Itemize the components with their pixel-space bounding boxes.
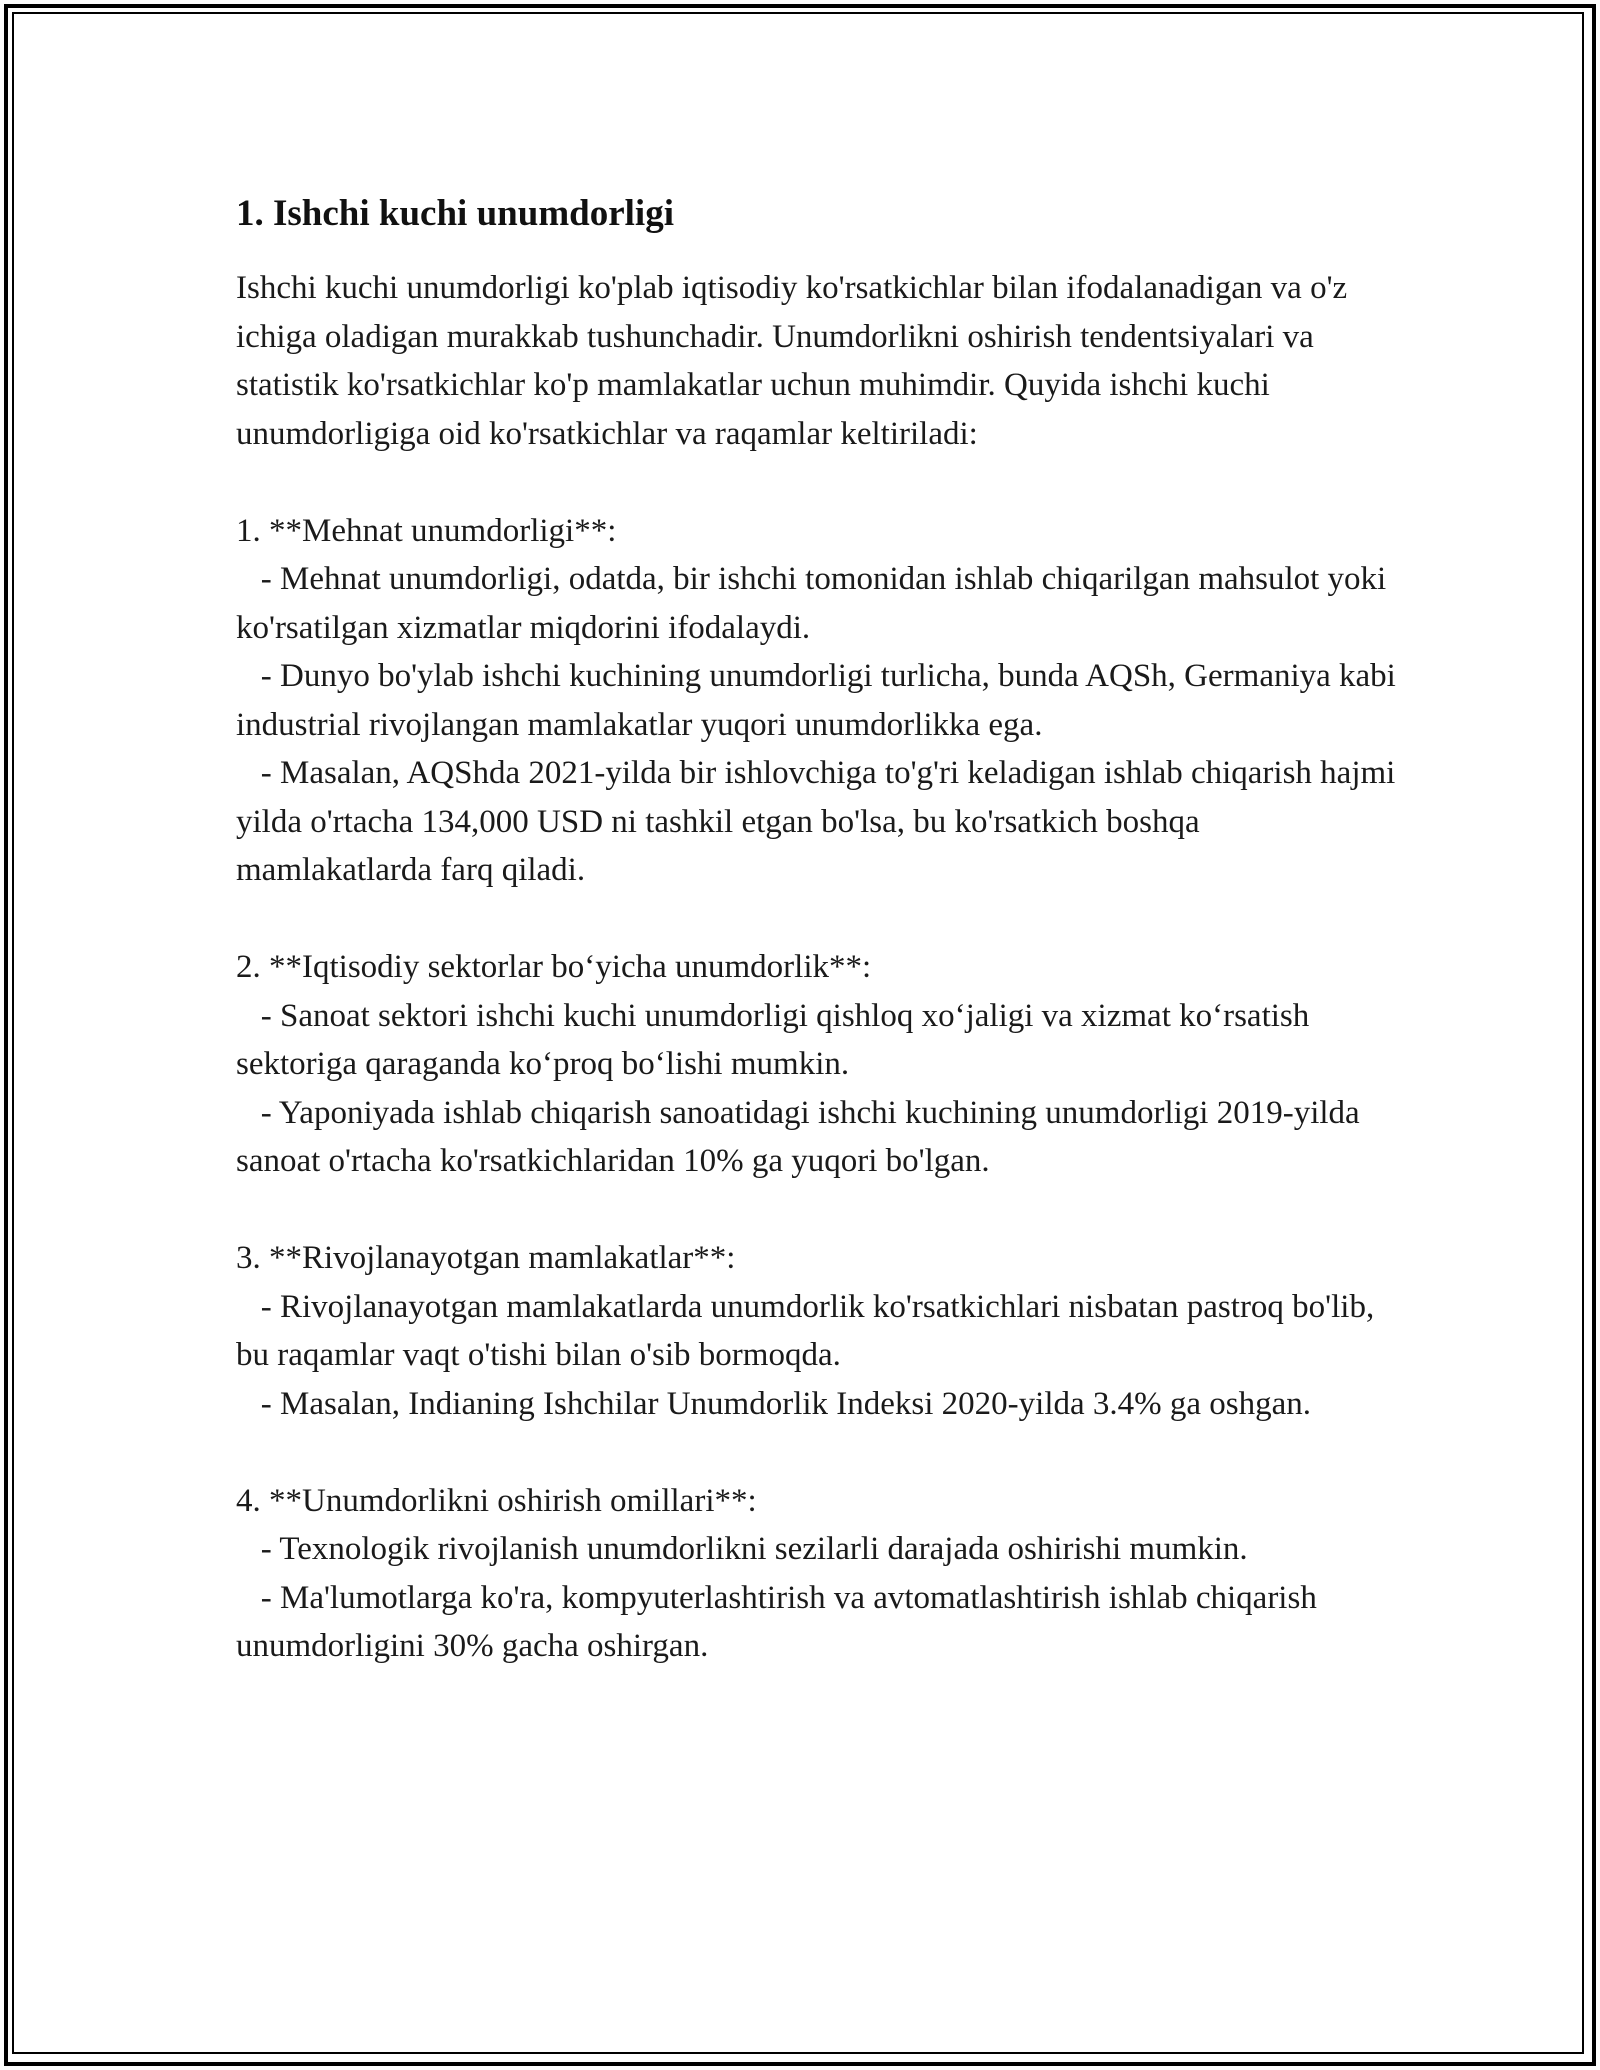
section-productivity-factors [236,1477,1396,1671]
section-labor-productivity [236,507,1405,895]
bullet-item: - Sanoat sektori ishchi kuchi unumdorligi qishloq xo‘jaligi va xizmat ko‘rsatish sektoriga qaraganda ko‘proq bo‘lishi mumkin. [236,997,1318,1082]
bullet-item: - Masalan, Indianing Ishchilar Unumdorlik Indeksi 2020-yilda 3.4% ga oshgan. [236,1385,1312,1422]
bullet-item: - Rivojlanayotgan mamlakatlarda unumdorlik ko'rsatkichlari nisbatan pastroq bo'lib, bu raqamlar vaqt o'tishi bilan o'sib bormoqda. [236,1288,1383,1373]
bullet-item: - Yaponiyada ishlab chiqarish sanoatidagi ishchi kuchining unumdorligi 2019-yilda sanoat o'rtacha ko'rsatkichlaridan 10% ga yuqori bo'lgan. [236,1094,1368,1179]
intro-paragraph: Ishchi kuchi unumdorligi ko'plab iqtisodiy ko'rsatkichlar bilan ifodalanadigan va o'z ichiga oladigan murakkab tushunchadir. Unumdorlikni oshirish tendentsiyalari va statistik ko'rsatkichlar ko'p mamlakatlar uchun muhimdir. Quyida ishchi kuchi unumdorligiga oid ko'rsatkichlar va raqamlar keltiriladi: [236,270,1348,452]
document-title: 1. Ishchi kuchi unumdorligi [236,193,674,234]
bullet-item: - Ma'lumotlarga ko'ra, kompyuterlashtirish va avtomatlashtirish ishlab chiqarish unumdorligini 30% gacha oshirgan. [236,1579,1326,1664]
section-sector-productivity [236,943,1396,1186]
bullet-item: - Mehnat unumdorligi, odatda, bir ishchi tomonidan ishlab chiqarilgan mahsulot yoki ko'rsatilgan xizmatlar miqdorini ifodalaydi. [236,561,1395,646]
document-body [236,186,1405,1671]
section-heading: 4. **Unumdorlikni oshirish omillari**: [236,1482,757,1519]
section-heading: 3. **Rivojlanayotgan mamlakatlar**: [236,1240,736,1276]
section-developing-countries [236,1234,1396,1428]
bullet-item: - Masalan, AQShda 2021-yilda bir ishlovchiga to'g'ri keladigan ishlab chiqarish hajmi yilda o'rtacha 134,000 USD ni tashkil etgan bo'lsa, bu ko'rsatkich boshqa mamlakatlarda farq qiladi. [236,755,1404,888]
section-heading: 2. **Iqtisodiy sektorlar bo‘yicha unumdorlik**: [236,949,872,985]
bullet-item: - Dunyo bo'ylab ishchi kuchining unumdorligi turlicha, bunda AQSh, Germaniya kabi industrial rivojlangan mamlakatlar yuqori unumdorlikka ega. [236,658,1405,743]
bullet-item: - Texnologik rivojlanish unumdorlikni sezilarli darajada oshirishi mumkin. [236,1531,1248,1567]
section-heading: 1. **Mehnat unumdorligi**: [236,512,617,549]
